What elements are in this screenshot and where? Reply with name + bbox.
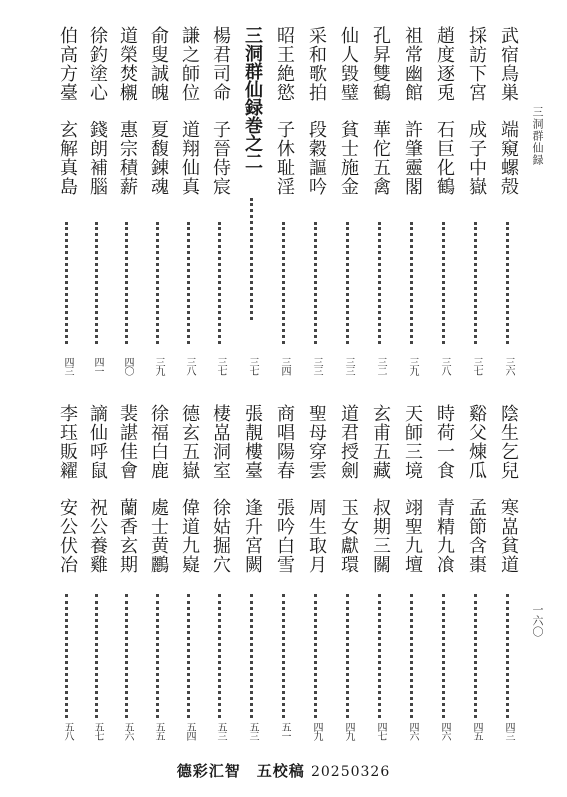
page-number: 三三	[343, 357, 354, 375]
entry-title-second: 子晉侍宸	[210, 120, 231, 196]
entry-title-second: 偉道九嶷	[179, 498, 200, 574]
entry-title-second: 祝公養雞	[87, 498, 108, 574]
leader-dots	[218, 594, 224, 718]
page-number: 五七	[92, 722, 103, 740]
leader-dots	[442, 222, 448, 344]
toc-entry	[177, 26, 201, 384]
page-number: 三二	[375, 357, 386, 375]
page-number: 五四	[184, 722, 195, 740]
entry-title-second: 張吟白雪	[274, 498, 295, 574]
entry-title-first: 陰生乞兒	[498, 404, 519, 480]
page-number: 四七	[375, 722, 386, 740]
entry-title-second: 石巨化鶴	[434, 120, 455, 196]
entry-title-first: 楊君司命	[210, 26, 231, 102]
entry-title-second: 端窺螺殻	[498, 120, 519, 196]
page-number: 四五	[471, 722, 482, 740]
entry-title-first: 孔昇雙鶴	[370, 26, 391, 102]
entry-title-first: 聖母穿雲	[306, 404, 327, 480]
entry-title-first: 李珏販糴	[57, 404, 78, 480]
toc-entry	[115, 26, 139, 384]
toc-entry	[336, 26, 360, 384]
entry-title-second: 周生取月	[306, 498, 327, 574]
page-number: 三四	[279, 357, 290, 375]
leader-dots	[250, 594, 256, 718]
toc-entry	[368, 404, 392, 742]
entry-title-first: 俞叟誠魄	[148, 26, 169, 102]
leader-dots	[410, 594, 416, 718]
entry-title-second: 貧士施金	[338, 120, 359, 196]
entry-title-second: 逢升宮闕	[242, 498, 263, 574]
toc-entry	[55, 404, 79, 742]
toc-entry	[304, 26, 328, 384]
entry-title-first: 伯高方臺	[57, 26, 78, 102]
toc-entry	[146, 404, 170, 742]
toc-entry	[496, 26, 520, 384]
toc-entry	[400, 404, 424, 742]
page-number: 三六	[503, 357, 514, 375]
page-number: 五三	[247, 722, 258, 740]
toc-entry	[400, 26, 424, 384]
leader-dots	[474, 594, 480, 718]
entry-title-second: 安公伏冶	[57, 498, 78, 574]
entry-title-second: 叔期三關	[370, 498, 391, 574]
page-number: 五五	[153, 722, 164, 740]
page-number: 四〇	[122, 357, 133, 375]
entry-title-second: 蘭香玄期	[117, 498, 138, 574]
leader-dots	[156, 222, 162, 344]
entry-title-second: 玉女獻環	[338, 498, 359, 574]
entry-title-first: 仙人毀璧	[338, 26, 359, 102]
leader-dots	[314, 594, 320, 718]
entry-title-first: 採訪下宮	[466, 26, 487, 102]
toc-entry	[432, 26, 456, 384]
entry-title-first: 裴諶佳會	[117, 404, 138, 480]
page-number: 五一	[279, 722, 290, 740]
leader-dots	[95, 222, 101, 344]
page-number: 三九	[153, 357, 164, 375]
page-number: 三七	[247, 357, 258, 375]
entry-title-second: 孟節含棗	[466, 498, 487, 574]
page-number: 四九	[343, 722, 354, 740]
toc-entry	[464, 26, 488, 384]
page-number: 四六	[407, 722, 418, 740]
entry-title-second: 惠宗積薪	[117, 120, 138, 196]
entry-title-second: 許肇靈閣	[402, 120, 423, 196]
entry-title-second: 成子中嶽	[466, 120, 487, 196]
toc-entry	[336, 404, 360, 742]
entry-title-second: 玄解真島	[57, 120, 78, 196]
page-number: 四六	[439, 722, 450, 740]
footer-code: 20250326	[310, 764, 391, 780]
entry-title-second: 子休耻淫	[274, 120, 295, 196]
page-number: 四三	[62, 357, 73, 375]
entry-title-first: 昭王絶慾	[274, 26, 295, 102]
entry-title-first: 道榮焚櫬	[117, 26, 138, 102]
leader-dots	[156, 594, 162, 718]
leader-dots	[187, 594, 193, 718]
entry-title-second: 翊聖九壇	[402, 498, 423, 574]
toc-entry	[304, 404, 328, 742]
page-number: 四三	[503, 722, 514, 740]
entry-title-first: 商唱陽春	[274, 404, 295, 480]
entry-title-first: 玄甫五藏	[370, 404, 391, 480]
leader-dots	[125, 594, 131, 718]
running-head: 三洞群仙録	[531, 106, 544, 166]
page-number: 五八	[62, 722, 73, 740]
leader-dots	[378, 222, 384, 344]
leader-dots	[282, 222, 288, 344]
table-of-contents-lower	[0, 404, 567, 742]
entry-title-first: 謙之師位	[179, 26, 200, 102]
entry-title-second: 處士黄鸝	[148, 498, 169, 574]
entry-title-first: 徐福白鹿	[148, 404, 169, 480]
page-number: 三八	[439, 357, 450, 375]
toc-entry	[368, 26, 392, 384]
toc-entry	[55, 26, 79, 384]
leader-dots	[442, 594, 448, 718]
toc-entry	[240, 404, 264, 742]
footer	[0, 760, 567, 781]
toc-entry	[146, 26, 170, 384]
toc-entry	[272, 404, 296, 742]
entry-title-first: 徐釣塗心	[87, 26, 108, 102]
toc-entry	[177, 404, 201, 742]
entry-title-first: 天師三境	[402, 404, 423, 480]
leader-dots	[506, 222, 512, 344]
folio: 一六〇	[531, 604, 544, 637]
leader-dots	[410, 222, 416, 344]
page-number: 五三	[215, 722, 226, 740]
entry-title-first: 采和歌拍	[306, 26, 327, 102]
entry-title-second: 段穀謳吟	[306, 120, 327, 196]
page-number: 四一	[92, 357, 103, 375]
entry-title-second: 道翔仙真	[179, 120, 200, 196]
entry-title-first: 謫仙呼鼠	[87, 404, 108, 480]
leader-dots	[187, 222, 193, 344]
toc-entry	[208, 404, 232, 742]
toc-entry	[115, 404, 139, 742]
toc-entry	[432, 404, 456, 742]
page-number: 三九	[407, 357, 418, 375]
entry-title-first: 祖常幽館	[402, 26, 423, 102]
entry-title-first: 德玄五嶽	[179, 404, 200, 480]
chapter-title: 三洞群仙録巻之二	[242, 26, 263, 170]
entry-title-second: 錢朗補腦	[87, 120, 108, 196]
leader-dots	[65, 222, 71, 344]
leader-dots	[314, 222, 320, 344]
toc-entry	[272, 26, 296, 384]
leader-dots	[218, 222, 224, 344]
leader-dots	[282, 594, 288, 718]
entry-title-second: 華佗五禽	[370, 120, 391, 196]
entry-title-first: 谿父煉瓜	[466, 404, 487, 480]
page-number: 三八	[184, 357, 195, 375]
entry-title-second: 寒嵓貧道	[498, 498, 519, 574]
toc-entry	[464, 404, 488, 742]
entry-title-second: 青精九飡	[434, 498, 455, 574]
leader-dots	[346, 594, 352, 718]
table-of-contents-upper	[0, 26, 567, 384]
entry-title-first: 張靚樓臺	[242, 404, 263, 480]
entry-title-first: 趙度逐兎	[434, 26, 455, 102]
leader-dots	[506, 594, 512, 718]
entry-title-second: 徐姑掘穴	[210, 498, 231, 574]
entry-title-first: 棲嵓洞室	[210, 404, 231, 480]
leader-dots	[346, 222, 352, 344]
leader-dots	[65, 594, 71, 718]
toc-entry	[208, 26, 232, 384]
page-number: 三三	[311, 357, 322, 375]
entry-title-second: 夏馥錬魂	[148, 120, 169, 196]
toc-entry	[496, 404, 520, 742]
page-number: 四九	[311, 722, 322, 740]
chapter-heading	[240, 26, 264, 384]
footer-label: 德彩汇智 五校稿	[176, 762, 305, 780]
toc-entry	[85, 404, 109, 742]
page-number: 三七	[215, 357, 226, 375]
page-number: 五六	[122, 722, 133, 740]
leader-dots	[250, 198, 256, 320]
leader-dots	[378, 594, 384, 718]
entry-title-first: 道君授劍	[338, 404, 359, 480]
leader-dots	[474, 222, 480, 344]
leader-dots	[95, 594, 101, 718]
page-number: 三七	[471, 357, 482, 375]
entry-title-first: 武宿鳥巣	[498, 26, 519, 102]
leader-dots	[125, 222, 131, 344]
entry-title-first: 時荷一食	[434, 404, 455, 480]
toc-entry	[85, 26, 109, 384]
